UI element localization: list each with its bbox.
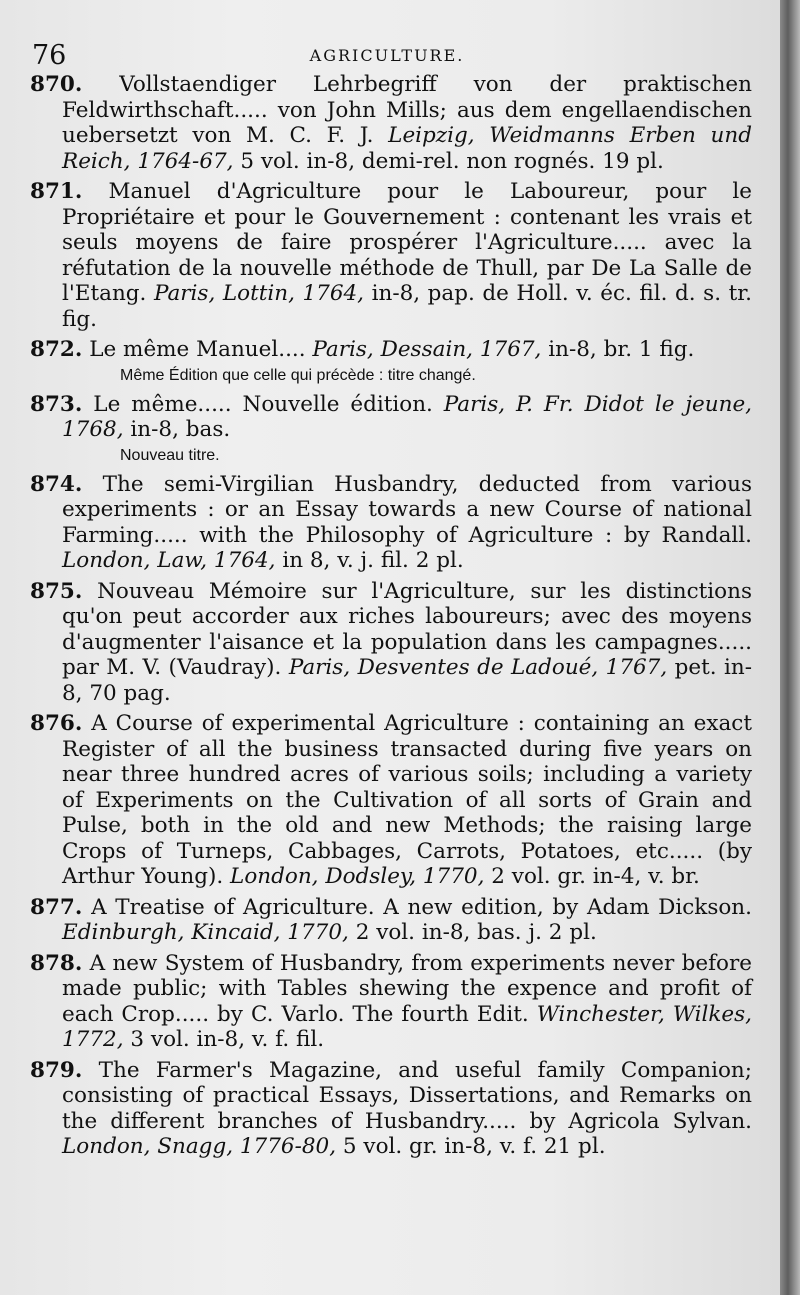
page-header — [32, 40, 742, 70]
entry-imprint: London, Law, 1764, — [62, 548, 276, 573]
entry-number: 879. — [30, 1057, 83, 1083]
entry-number: 874. — [30, 471, 83, 497]
catalog-entry-879 — [30, 1058, 752, 1160]
entry-imprint: Leipzig, Weidmanns Erben und Reich, 1764-67, — [62, 123, 752, 174]
entry-text: Nouveau Mémoire sur l'Agriculture, sur les distinctions qu'on peut accorder aux riches laboureurs; avec des moyens d'augmenter l'aisance et la population dans les campagnes..... par M. V. (Vaudray). — [62, 578, 752, 680]
catalog-entry-870 — [30, 72, 752, 174]
entry-number: 872. — [30, 337, 83, 362]
running-title: AGRICULTURE. — [309, 46, 465, 65]
entry-description: 2 vol. gr. in-4, v. br. — [491, 864, 700, 889]
catalog-entry-876 — [30, 711, 752, 890]
page-edge-shadow — [780, 0, 800, 1295]
catalog-entries — [30, 72, 752, 1165]
entry-description: 5 vol. in-8, demi-rel. non rognés. 19 pl. — [240, 148, 664, 174]
entry-text: A Treatise of Agriculture. A new edition, by Adam Dickson. — [91, 894, 752, 920]
entry-number: 878. — [30, 950, 83, 976]
entry-text: A Course of experimental Agriculture : containing an exact Register of all the business transacted during five years on near three hundred acres of various soils; including a variety of Experiments on the Cultivation of all sorts of Grain and Pulse, both in the old and new Methods; the raising large Crops of Turneps, Cabbages, Carrots, Potatoes, etc..... (by Arthur Young). — [62, 711, 752, 889]
entry-text: Vollstaendiger Lehrbegriff von der praktischen Feldwirthschaft..... von John Mills; aus dem engellaendischen uebersetzt von M. C. F. J. — [62, 72, 752, 148]
entry-text: A new System of Husbandry, from experiments never before made public; with Tables shewing the expence and profit of each Crop..... by C. Varlo. The fourth Edit. — [62, 950, 752, 1027]
entry-description: in-8, bas. — [130, 417, 231, 442]
entry-number: 871. — [30, 179, 83, 204]
entry-description: 2 vol. in-8, bas. j. 2 pl. — [355, 920, 597, 945]
entry-number: 870. — [30, 72, 83, 97]
catalog-entry-875 — [30, 579, 752, 707]
entry-imprint: Paris, P. Fr. Didot le jeune, 1768, — [62, 391, 752, 442]
entry-number: 876. — [30, 711, 83, 736]
entry-imprint: London, Snagg, 1776-80, — [62, 1134, 337, 1159]
entry-imprint: Winchester, Wilkes, 1772, — [62, 1001, 752, 1052]
catalog-entry-874 — [30, 472, 752, 574]
entry-text: Le même Manuel.... — [89, 337, 306, 362]
entry-imprint: Paris, Desventes de Ladoué, 1767, — [288, 655, 668, 680]
entry-description: pet. in-8, 70 pag. — [62, 655, 752, 706]
entry-text: The semi-Virgilian Husbandry, deducted from various experiments : or an Essay towards a new Course of national Farming..... with the Philosophy of Agriculture : by Randall. — [62, 471, 752, 548]
entry-description: in 8, v. j. fil. 2 pl. — [282, 548, 464, 573]
entry-imprint: Paris, Lottin, 1764, — [153, 281, 365, 306]
entry-imprint: London, Dodsley, 1770, — [230, 864, 485, 889]
entry-imprint: Edinburgh, Kincaid, 1770, — [62, 920, 349, 945]
entry-description: 3 vol. in-8, v. f. fil. — [130, 1027, 325, 1052]
entry-imprint: Paris, Dessain, 1767, — [312, 337, 542, 362]
entry-description: in-8, br. 1 fig. — [548, 337, 695, 362]
entry-text: Le même..... Nouvelle édition. — [93, 391, 433, 417]
catalog-entry-873 — [30, 392, 752, 467]
page-number: 76 — [32, 40, 67, 71]
entry-number: 873. — [30, 391, 83, 417]
entry-text: Manuel d'Agriculture pour le Laboureur, pour le Propriétaire et pour le Gouvernement : contenant les vrais et seuls moyens de faire prospérer l'Agriculture..... avec la réfutation de la nouvelle méthode de Thull, par De La Salle de l'Etang. — [62, 179, 752, 306]
entry-description: in-8, pap. de Holl. v. éc. fil. d. s. tr. fig. — [62, 281, 752, 332]
catalog-entry-872 — [30, 337, 752, 387]
entry-note: Même Édition que celle qui précède : titre changé. — [120, 366, 476, 384]
catalog-entry-877 — [30, 895, 752, 946]
entry-description: 5 vol. gr. in-8, v. f. 21 pl. — [342, 1134, 606, 1159]
entry-number: 875. — [30, 578, 83, 604]
entry-note: Nouveau titre. — [120, 446, 220, 464]
catalog-entry-878 — [30, 951, 752, 1053]
entry-text: The Farmer's Magazine, and useful family Companion; consisting of practical Essays, Dissertations, and Remarks on the different branches of Husbandry..... by Agricola Sylvan. — [62, 1057, 752, 1134]
catalog-entry-871 — [30, 179, 752, 332]
entry-number: 877. — [30, 894, 83, 920]
